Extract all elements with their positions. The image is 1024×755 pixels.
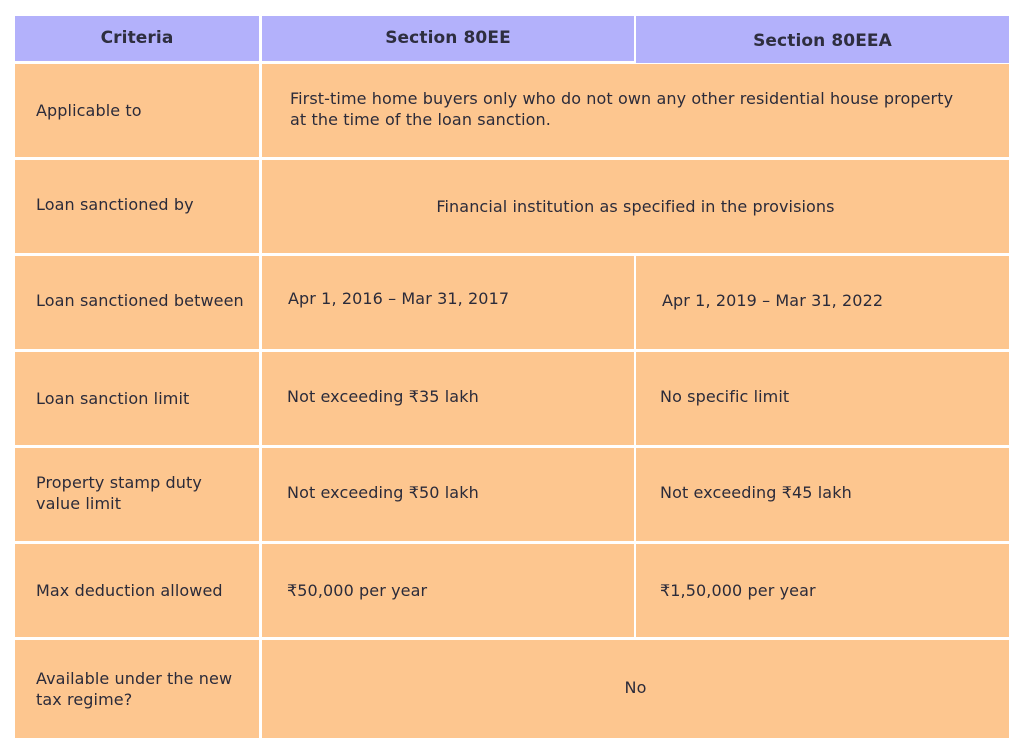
row-stamp-duty-80eea: Not exceeding ₹45 lakh: [636, 448, 1009, 541]
row-loan-limit-criteria: Loan sanction limit: [15, 352, 259, 445]
row-loan-period-80ee: Apr 1, 2016 – Mar 31, 2017: [262, 256, 634, 349]
header-criteria: Criteria: [15, 16, 259, 61]
row-stamp-duty-criteria: Property stamp duty value limit: [15, 448, 259, 541]
row-max-deduction-80ee: ₹50,000 per year: [262, 544, 634, 637]
header-section-80eea: Section 80EEA: [636, 16, 1009, 63]
row-applicable-to-value: First-time home buyers only who do not own any other residential house property at the time of the loan sanction.: [262, 64, 1009, 157]
row-max-deduction-80eea: ₹1,50,000 per year: [636, 544, 1009, 637]
row-new-regime-value: No: [262, 640, 1009, 738]
row-loan-limit-80ee: Not exceeding ₹35 lakh: [262, 352, 634, 445]
header-section-80ee: Section 80EE: [262, 16, 634, 61]
row-max-deduction-criteria: Max deduction allowed: [15, 544, 259, 637]
row-loan-sanctioned-by-value: Financial institution as specified in the provisions: [262, 160, 1009, 253]
row-new-regime-criteria: Available under the new tax regime?: [15, 640, 259, 738]
row-applicable-to-criteria: Applicable to: [15, 64, 259, 157]
row-loan-limit-80eea: No specific limit: [636, 352, 1009, 445]
row-loan-period-80eea: Apr 1, 2019 – Mar 31, 2022: [636, 256, 1009, 349]
row-loan-period-criteria: Loan sanctioned between: [15, 256, 259, 349]
row-stamp-duty-80ee: Not exceeding ₹50 lakh: [262, 448, 634, 541]
comparison-table: [15, 16, 1009, 738]
row-loan-sanctioned-by-criteria: Loan sanctioned by: [15, 160, 259, 253]
